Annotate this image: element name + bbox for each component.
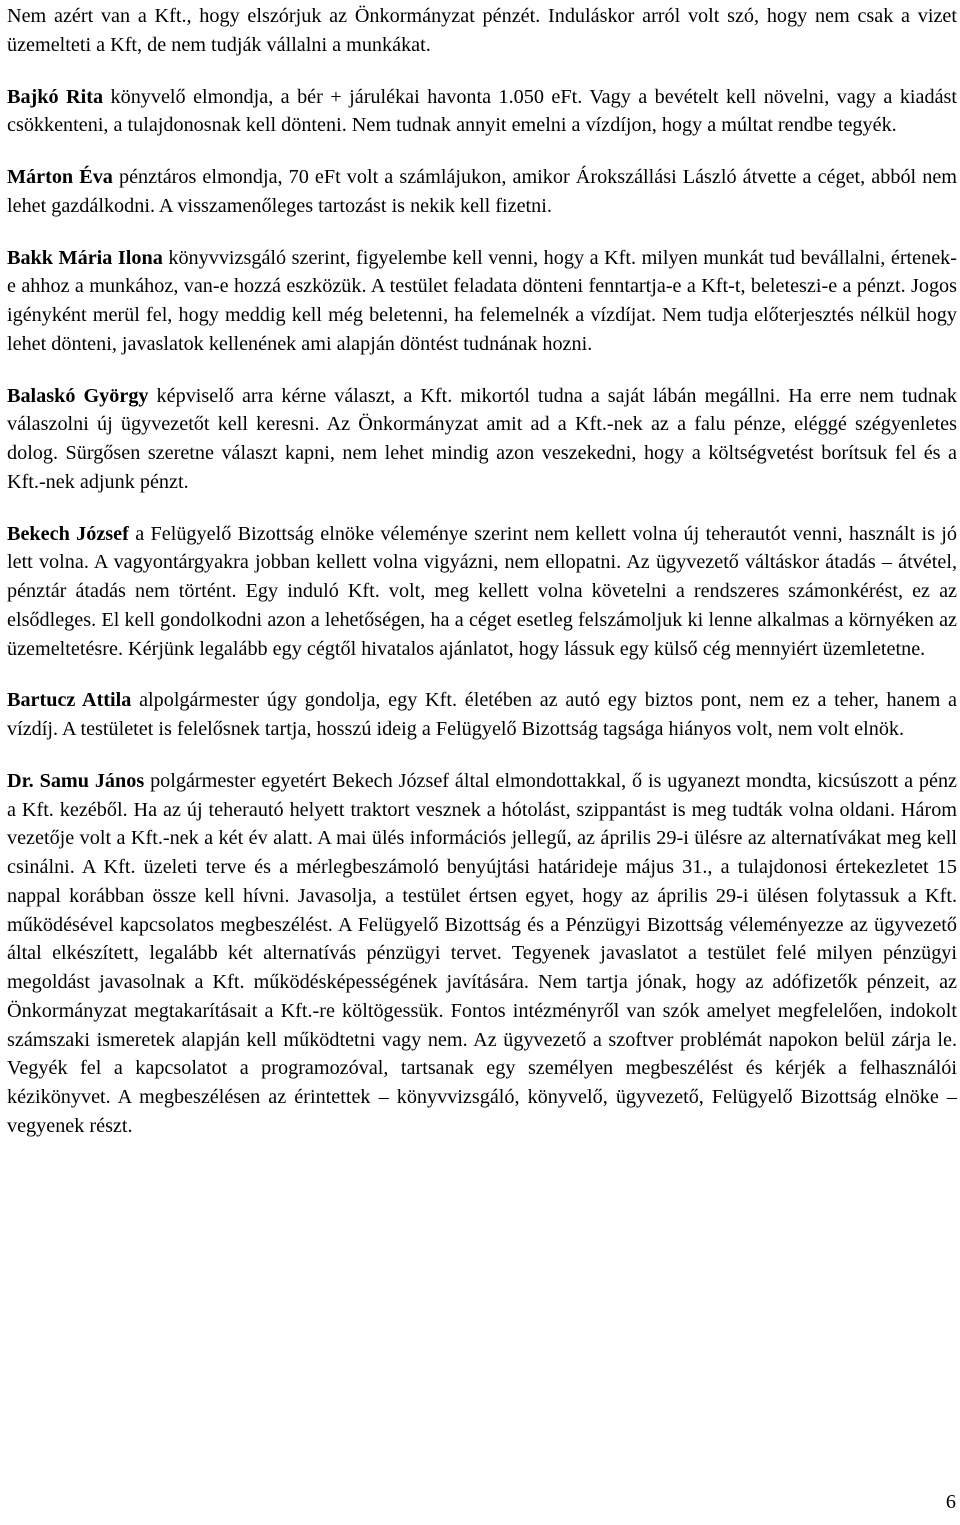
speaker-name: Bekech József [7,522,129,545]
paragraph-2 [7,83,957,141]
paragraph-4 [7,244,957,359]
paragraph-text: alpolgármester úgy gondolja, egy Kft. életében az autó egy biztos pont, nem ez a teher, hanem a vízdíj. A testületet is felelősnek tartja, hosszú ideig a Felügyelő Bizottság tagsága hiányos volt, nem volt elnök. [7,689,957,740]
paragraph-1 [7,2,957,60]
paragraph-text: könyvelő elmondja, a bér + járulékai havonta 1.050 eFt. Vagy a bevételt kell növelni, vagy a kiadást csökkenteni, a tulajdonosnak kell dönteni. Nem tudnak annyit emelni a vízdíjon, hogy a múltat rendbe tegyék. [7,85,957,137]
paragraph-text: a Felügyelő Bizottság elnöke véleménye szerint nem kellett volna új teherautót venni, használt is jó lett volna. A vagyontárgyakra jobban kellett volna vigyázni, nem ellopatni. Az ügyvezető váltáskor átadás – átvétel, pénztár átadás nem történt. Egy induló Kft. volt, meg kellett volna követelni a rendszeres számonkérést, ez az elsődleges. El kell gondolkodni azon a lehetőségen, ha a céget esetleg felszámoljuk ki lenne alkalmas a környéken az üzemeltetésre. Kérjünk legalább egy cégtől hivatalos ajánlatot, hogy lássuk egy külső cég mennyiért üzemletetne. [7,522,957,660]
paragraph-5 [7,382,957,497]
page-number: 6 [945,1491,956,1513]
paragraph-6 [7,520,957,664]
speaker-name: Dr. Samu János [7,769,145,792]
paragraph-text: Nem azért van a Kft., hogy elszórjuk az Önkormányzat pénzét. Induláskor arról volt szó, hogy nem csak a vizet üzemelteti a Kft, de nem tudják vállalni a munkákat. [7,5,957,56]
paragraph-8 [7,767,957,1141]
paragraph-text: polgármester egyetért Bekech József által elmondottakkal, ő is ugyanezt mondta, kicsúszott a pénz a Kft. kezéből. Ha az új teherautó helyett traktort vesznek a hótolást, szippantást is meg tudták volna oldani. Három vezetője volt a Kft.-nek a két év alatt. A mai ülés információs jellegű, az április 29-i ülésre az alternatívákat meg kell csinálni. A Kft. üzeleti terve és a mérlegbeszámoló benyújtási határideje május 31., a tulajdonosi értekezletet 15 nappal korábban össze kell hívni. Javasolja, a testület értsen egyet, hogy az április 29-i ülésen folytassuk a Kft. működésével kapcsolatos megbeszélést. A Felügyelő Bizottság és a Pénzügyi Bizottság véleményezze az ügyvezető által elkészített, legalább két alternatívás pénzügyi tervet. Tegyenek javaslatot a testület felé milyen pénzügyi megoldást javasolnak a Kft. működésképességének javítására. Nem tartja jónak, hogy az adófizetők pénzeit, az Önkormányzat megtakarításait a Kft.-re költögessük. Fontos intézményről van szók amelyet megfelelően, indokolt számszaki ismeretek alapján kell működtetni vagy nem. Az ügyvezető a szoftver problémát napokon belül zárja le. Vegyék fel a kapcsolatot a programozóval, tartsanak egy személyen megbeszélést és kérjék a felhasználói kézikönyvet. A megbeszélésen az érintettek – könyvvizsgáló, könyvelő, ügyvezető, Felügyelő Bizottság elnöke – vegyenek részt. [7,769,958,1137]
speaker-name: Bajkó Rita [7,85,104,108]
paragraph-text: képviselő arra kérne választ, a Kft. mikortól tudna a saját lábán megállni. Ha erre nem tudnak válaszolni új ügyvezetőt kell keresni. Az Önkormányzat amit ad a Kft.-nek az a falu pénze, eléggé szégyenletes dolog. Sürgősen szeretne választ kapni, nem lehet mindig azon veszekedni, hogy a költségvetést borítsuk fel és a Kft.-nek adjunk pénzt. [7,384,957,493]
paragraph-7 [7,686,957,744]
document-page [7,2,957,1164]
speaker-name: Balaskó György [7,384,149,407]
paragraph-text: pénztáros elmondja, 70 eFt volt a számlájukon, amikor Árokszállási László átvette a céget, abból nem lehet gazdálkodni. A visszamenőleges tartozást is nekik kell fizetni. [7,166,957,217]
paragraph-3 [7,163,957,221]
paragraph-text: könyvvizsgáló szerint, figyelembe kell venni, hogy a Kft. milyen munkát tud bevállalni, értenek-e ahhoz a munkához, van-e hozzá eszközük. A testület feladata dönteni fenntartja-e a Kft-t, beleteszi-e a pénzt. Jogos igényként merül fel, hogy meddig kell még beletenni, ha felemelnék a vízdíjat. Nem tudja előterjesztés nélkül hogy lehet dönteni, javaslatok kellenének ami alapján döntést tudnának hozni. [7,246,957,355]
speaker-name: Márton Éva [7,166,113,188]
speaker-name: Bartucz Attila [7,689,132,712]
speaker-name: Bakk Mária Ilona [7,246,163,269]
